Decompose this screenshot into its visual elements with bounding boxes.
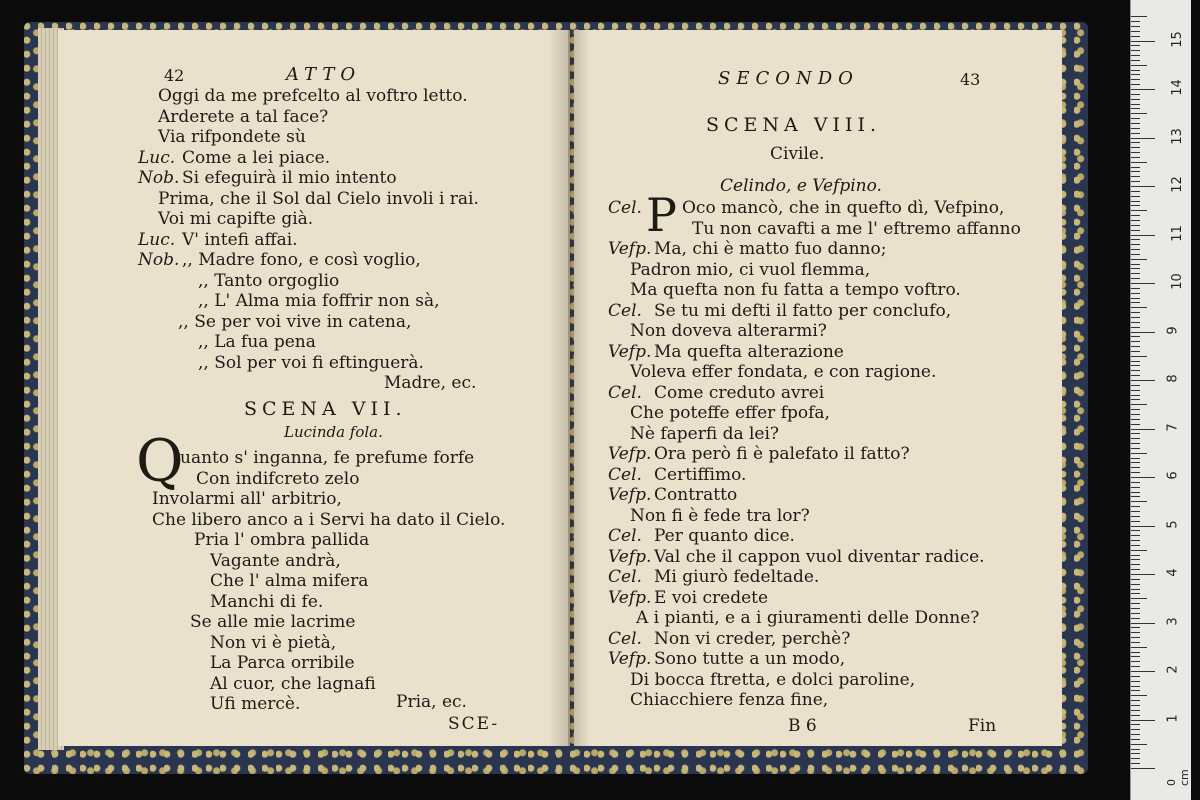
ruler-tick <box>1131 390 1140 391</box>
ruler-tick <box>1131 21 1140 22</box>
verse-line: ,, Sol per voi fi eftinguerà. <box>198 352 424 373</box>
ruler-tick <box>1131 579 1140 580</box>
ruler-tick <box>1131 569 1140 570</box>
verse-line: Si efeguirà il mio intento <box>182 168 397 188</box>
ruler-tick <box>1131 496 1140 497</box>
ruler-tick <box>1131 593 1140 594</box>
ruler-tick <box>1131 79 1140 80</box>
ruler-tick <box>1131 41 1155 42</box>
speaker-label: Cel. <box>608 464 642 485</box>
page-number: 42 <box>164 66 185 85</box>
ruler-tick <box>1131 205 1140 206</box>
ruler-tick <box>1131 555 1140 556</box>
ruler-tick <box>1131 142 1140 143</box>
ruler-tick <box>1131 317 1140 318</box>
ruler-number: 5 <box>1165 519 1181 529</box>
catchword: Fin <box>968 716 997 736</box>
ruler-tick <box>1131 715 1140 716</box>
ruler-tick <box>1131 118 1140 119</box>
running-head: SECONDO <box>718 68 859 89</box>
ruler-tick <box>1131 370 1140 371</box>
speaker-label: Vefp. <box>608 341 652 362</box>
ruler-tick <box>1131 753 1140 754</box>
ruler-tick <box>1131 574 1155 575</box>
ruler-tick <box>1131 564 1140 565</box>
ruler-tick <box>1131 157 1140 158</box>
ruler-tick <box>1131 656 1140 657</box>
ruler-tick <box>1131 705 1140 706</box>
dialogue-line: A i pianti, e a i giuramenti delle Donne? <box>636 608 980 628</box>
ruler-tick <box>1131 283 1155 284</box>
verse-line: Ufi mercè. <box>210 694 301 714</box>
speaker-label: Cel. <box>608 628 642 649</box>
page-number: 43 <box>960 70 981 89</box>
verse-line: Come a lei piace. <box>182 147 331 168</box>
ruler-tick <box>1131 128 1140 129</box>
dialogue-line: Certiffimo. <box>654 464 747 485</box>
ruler-tick <box>1131 458 1140 459</box>
ruler-number: 14 <box>1169 79 1185 96</box>
ruler-tick <box>1131 176 1140 177</box>
ruler-number: 1 <box>1165 713 1181 723</box>
ruler-tick <box>1131 443 1140 444</box>
ruler-tick <box>1131 50 1140 51</box>
ruler-tick <box>1131 302 1140 303</box>
verse-line: Arderete a tal face? <box>158 106 329 127</box>
scene-title: SCENA VII. <box>244 398 407 420</box>
dialogue-line: Ma quefta non fu fatta a tempo voftro. <box>630 280 961 300</box>
running-head: ATTO <box>286 64 362 85</box>
speaker-label: Cel. <box>608 198 642 218</box>
verse-line: Che libero anco a i Servi ha dato il Cielo. <box>152 509 506 530</box>
ruler-tick <box>1131 201 1140 202</box>
speaker-label: Nob. <box>138 250 180 270</box>
ruler-tick <box>1131 220 1140 221</box>
ruler-tick <box>1131 268 1140 269</box>
ruler-tick <box>1131 535 1140 536</box>
ruler-tick <box>1131 104 1140 105</box>
verse-line: Prima, che il Sol dal Cielo involi i rai. <box>158 188 479 209</box>
ruler-tick <box>1131 414 1140 415</box>
ruler-tick <box>1131 409 1140 410</box>
ruler-tick <box>1131 749 1140 750</box>
ruler-tick <box>1131 94 1140 95</box>
ruler-tick <box>1131 365 1140 366</box>
dialogue-line: Contratto <box>654 485 738 505</box>
verse-line: ,, Tanto orgoglio <box>198 270 340 291</box>
ruler-tick <box>1131 433 1140 434</box>
ruler-tick <box>1131 506 1140 507</box>
ruler-tick <box>1131 307 1147 308</box>
speaker-label: Cel. <box>608 382 642 403</box>
ruler-number: 10 <box>1169 273 1185 290</box>
ruler-tick <box>1131 31 1140 32</box>
ruler-tick <box>1131 584 1140 585</box>
ruler-tick <box>1131 598 1147 599</box>
ruler-number: 15 <box>1169 30 1185 48</box>
ruler-tick <box>1131 89 1155 90</box>
ruler-number: 2 <box>1165 665 1181 674</box>
dialogue-line: Voleva effer fondata, e con ragione. <box>630 362 937 382</box>
ruler-tick <box>1131 589 1140 590</box>
ruler-tick <box>1131 438 1140 439</box>
verse-line: uanto s' inganna, fe prefume forfe <box>180 448 475 468</box>
ruler-tick <box>1131 758 1140 759</box>
dialogue-line: Ora però fi è palefato il fatto? <box>654 444 910 464</box>
ruler-tick <box>1131 681 1140 682</box>
ruler-tick <box>1131 225 1140 226</box>
verse-line: ,, La fua pena <box>198 332 316 352</box>
verse-line: Via rifpondete sù <box>158 127 306 147</box>
dialogue-line: Tu non cavafti a me l' eftremo affanno <box>692 218 1021 239</box>
ruler-tick <box>1131 618 1140 619</box>
ruler-tick <box>1131 259 1147 260</box>
speaker-label: Luc. <box>138 147 176 168</box>
ruler-tick <box>1131 278 1140 279</box>
ruler-tick <box>1131 336 1140 337</box>
ruler-tick <box>1131 763 1140 764</box>
ruler-tick <box>1131 60 1140 61</box>
speaker-label: Luc. <box>138 229 176 250</box>
ruler-tick <box>1131 652 1140 653</box>
verse-line: Con indifcreto zelo <box>196 468 360 489</box>
speaker-label: Vefp. <box>608 239 652 259</box>
dialogue-line: Non fi è fede tra lor? <box>630 505 810 526</box>
ruler-tick <box>1131 235 1155 236</box>
speaker-label: Cel. <box>608 300 642 321</box>
ruler-tick <box>1131 45 1140 46</box>
ruler-tick <box>1131 642 1140 643</box>
verse-line: ,, L' Alma mia foffrir non sà, <box>198 291 440 311</box>
ruler-tick <box>1131 375 1140 376</box>
ruler-tick <box>1131 138 1155 139</box>
ruler-tick <box>1131 152 1140 153</box>
dialogue-line: Ma quefta alterazione <box>654 341 844 362</box>
ruler-tick <box>1131 356 1147 357</box>
dialogue-line: Di bocca ftretta, e dolci paroline, <box>630 669 916 690</box>
ruler-tick <box>1131 298 1140 299</box>
ruler-tick <box>1131 171 1140 172</box>
ruler-tick <box>1131 419 1140 420</box>
verse-line: Voi mi capifte già. <box>158 209 314 229</box>
ruler-tick <box>1131 332 1155 333</box>
verse-line: Che l' alma mifera <box>210 571 369 591</box>
dialogue-line: Oco mancò, che in quefto dì, Vefpino, <box>682 198 1005 218</box>
ruler-tick <box>1131 540 1140 541</box>
ruler-tick <box>1131 404 1147 405</box>
verse-line: ,, Madre fono, e così voglio, <box>182 250 421 270</box>
ruler-tick <box>1131 429 1155 430</box>
verse-line: Se alle mie lacrime <box>190 612 356 632</box>
speaker-label: Vefp. <box>608 649 652 669</box>
ruler-tick <box>1131 511 1140 512</box>
verse-line: Oggi da me prefcelto al voftro letto. <box>158 86 468 106</box>
ruler-number: 13 <box>1169 127 1185 145</box>
dialogue-line: Padron mio, ci vuol flemma, <box>630 259 871 280</box>
ruler-tick <box>1131 700 1140 701</box>
ruler-tick <box>1131 647 1147 648</box>
dialogue-line: Che poteffe effer fpofa, <box>630 403 830 423</box>
speaker-label: Cel. <box>608 567 642 587</box>
verse-line: ,, Se per voi vive in catena, <box>178 311 412 332</box>
ruler-tick <box>1131 327 1140 328</box>
ruler-tick <box>1131 530 1140 531</box>
ruler-tick <box>1131 516 1140 517</box>
ruler-number: 3 <box>1165 616 1181 626</box>
ruler-tick <box>1131 710 1140 711</box>
verse-line: Al cuor, che lagnafi <box>210 673 376 694</box>
signature-mark: B 6 <box>788 716 817 736</box>
ruler-tick <box>1131 123 1140 124</box>
ruler-tick <box>1131 133 1140 134</box>
speaker-label: Vefp. <box>608 546 652 567</box>
scene-cast: Lucinda fola. <box>284 423 383 441</box>
measuring-ruler <box>1130 0 1191 800</box>
ruler-tick <box>1131 521 1140 522</box>
ruler-tick <box>1131 147 1140 148</box>
dialogue-line: Se tu mi defti il fatto per conclufo, <box>654 300 952 321</box>
dialogue-line: Come creduto avrei <box>654 382 825 403</box>
ruler-tick <box>1131 477 1155 478</box>
dialogue-line: Non doveva alterarmi? <box>630 321 827 341</box>
ruler-tick <box>1131 690 1140 691</box>
verse-line: Manchi di fe. <box>210 591 324 612</box>
ruler-tick <box>1131 99 1140 100</box>
ruler-tick <box>1131 385 1140 386</box>
speaker-label: Vefp. <box>608 444 652 464</box>
ruler-tick <box>1131 671 1155 672</box>
ruler-tick <box>1131 448 1140 449</box>
ruler-tick <box>1131 492 1140 493</box>
ruler-tick <box>1131 472 1140 473</box>
dialogue-line: Mi giurò fedeltade. <box>654 567 820 587</box>
ruler-tick <box>1131 487 1140 488</box>
ruler-tick <box>1131 293 1140 294</box>
ruler-tick <box>1131 424 1140 425</box>
ruler-tick <box>1131 162 1147 163</box>
ruler-tick <box>1131 239 1140 240</box>
verse-line: Vagante andrà, <box>210 550 341 571</box>
ruler-tick <box>1131 482 1140 483</box>
ruler-tick <box>1131 70 1140 71</box>
ruler-tick <box>1131 215 1140 216</box>
ruler-tick <box>1131 501 1147 502</box>
speaker-label: Nob. <box>138 168 180 188</box>
ruler-tick <box>1131 467 1140 468</box>
ruler-tick <box>1131 167 1140 168</box>
ruler-tick <box>1131 380 1155 381</box>
scene-cast: Celindo, e Vefpino. <box>720 176 882 196</box>
ruler-tick <box>1131 744 1147 745</box>
dialogue-line: Non vi creder, perchè? <box>654 628 851 649</box>
ruler-tick <box>1131 26 1140 27</box>
ruler-tick <box>1131 346 1140 347</box>
ruler-tick <box>1131 627 1140 628</box>
ruler-tick <box>1131 312 1140 313</box>
ruler-tick <box>1131 191 1140 192</box>
ruler-number: 9 <box>1165 325 1181 335</box>
ruler-tick <box>1131 686 1140 687</box>
verse-line: Involarmi all' arbitrio, <box>152 489 342 509</box>
ruler-tick <box>1131 399 1140 400</box>
ruler-tick <box>1131 273 1140 274</box>
ruler-unit-label: 0 cm <box>1165 769 1191 786</box>
verse-line: Madre, ec. <box>384 373 477 393</box>
ruler-tick <box>1131 462 1140 463</box>
ruler-tick <box>1131 230 1140 231</box>
ruler-tick <box>1131 244 1140 245</box>
ruler-tick <box>1131 181 1140 182</box>
dialogue-line: Val che il cappon vuol diventar radice. <box>654 546 985 567</box>
ruler-tick <box>1131 74 1140 75</box>
verse-line: Pria l' ombra pallida <box>194 530 370 550</box>
scene-title: SCENA VIII. <box>706 114 882 136</box>
ruler-tick <box>1131 526 1155 527</box>
ruler-tick <box>1131 108 1140 109</box>
drop-cap: P <box>646 188 677 242</box>
ruler-number: 12 <box>1169 176 1185 193</box>
speaker-label: Vefp. <box>608 485 652 505</box>
ruler-tick <box>1131 36 1140 37</box>
ruler-tick <box>1131 113 1147 114</box>
ruler-tick <box>1131 695 1147 696</box>
ruler-tick <box>1131 632 1140 633</box>
ruler-tick <box>1131 288 1140 289</box>
dialogue-line: Nè faperfi da lei? <box>630 423 780 444</box>
ruler-tick <box>1131 453 1147 454</box>
ruler-number: 7 <box>1165 422 1181 432</box>
reprise: Pria, ec. <box>396 692 467 712</box>
ruler-tick <box>1131 186 1155 187</box>
ruler-tick <box>1131 196 1140 197</box>
dialogue-line: Sono tutte a un modo, <box>654 649 846 669</box>
drop-cap: Q <box>136 427 184 495</box>
ruler-tick <box>1131 666 1140 667</box>
ruler-tick <box>1131 676 1140 677</box>
ruler-tick <box>1131 623 1155 624</box>
dialogue-line: Chiacchiere fenza fine, <box>630 690 829 710</box>
ruler-tick <box>1131 254 1140 255</box>
verse-line: V' intefi affai. <box>182 229 298 250</box>
ruler-tick <box>1131 661 1140 662</box>
scene-setting: Civile. <box>770 144 825 164</box>
ruler-number: 11 <box>1169 224 1185 242</box>
speaker-label: Cel. <box>608 526 642 546</box>
ruler-tick <box>1131 734 1140 735</box>
ruler-tick <box>1131 351 1140 352</box>
ruler-number: 8 <box>1165 374 1181 383</box>
ruler-tick <box>1131 613 1140 614</box>
ruler-tick <box>1131 603 1140 604</box>
dialogue-line: Ma, chi è matto fuo danno; <box>654 239 887 259</box>
verse-line: La Parca orribile <box>210 653 355 673</box>
dialogue-line: Per quanto dice. <box>654 526 795 546</box>
ruler-tick <box>1131 559 1140 560</box>
ruler-tick <box>1131 550 1147 551</box>
ruler-tick <box>1131 264 1140 265</box>
right-page <box>574 30 1062 746</box>
ruler-tick <box>1131 739 1140 740</box>
dialogue-line: E voi credete <box>654 587 769 608</box>
catchword: SCE- <box>448 714 500 734</box>
ruler-tick <box>1131 724 1140 725</box>
ruler-tick <box>1131 65 1147 66</box>
ruler-tick <box>1131 637 1140 638</box>
ruler-tick <box>1131 361 1140 362</box>
ruler-tick <box>1131 55 1140 56</box>
ruler-tick <box>1131 84 1140 85</box>
ruler-number: 4 <box>1165 568 1181 577</box>
ruler-tick <box>1131 545 1140 546</box>
ruler-tick <box>1131 249 1140 250</box>
ruler-tick <box>1131 16 1147 17</box>
ruler-number: 6 <box>1165 471 1181 480</box>
ruler-tick <box>1131 395 1140 396</box>
ruler-tick <box>1131 729 1140 730</box>
ruler-tick <box>1131 720 1155 721</box>
ruler-tick <box>1131 341 1140 342</box>
left-page <box>58 30 570 746</box>
ruler-tick <box>1131 322 1140 323</box>
ruler-tick <box>1131 608 1140 609</box>
verse-line: Non vi è pietà, <box>210 632 337 653</box>
ruler-tick <box>1131 210 1147 211</box>
speaker-label: Vefp. <box>608 587 652 608</box>
ruler-tick <box>1131 768 1155 769</box>
